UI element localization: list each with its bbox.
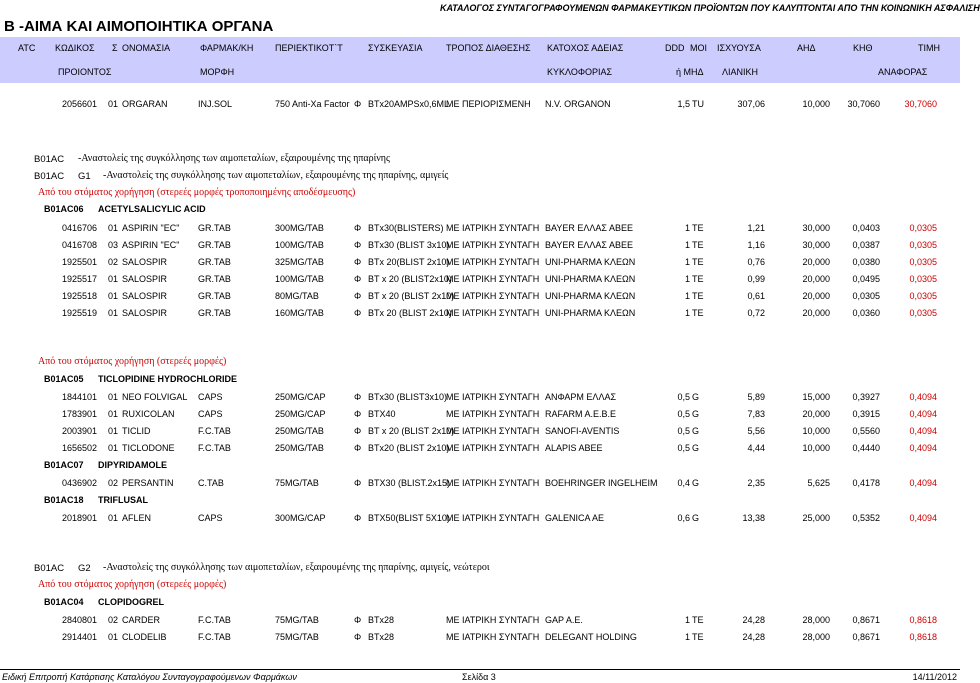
cell-s: 01 bbox=[108, 632, 119, 642]
cell-holder: UNI-PHARMA ΚΛΕΩΝ bbox=[545, 257, 636, 267]
cell-ahd: 20,000 bbox=[802, 308, 830, 318]
cell-ddd: 1 bbox=[684, 274, 690, 284]
cell-khth: 0,8671 bbox=[852, 632, 880, 642]
subgroup-text: -Αναστολείς της συγκόλλησης των αιμοπεταλίων, εξαιρουμένης της ηπαρίνης, αμιγείς, νεώτεροι bbox=[103, 562, 490, 573]
cell-pack: BTx30 (BLIST 3x10) bbox=[368, 240, 450, 250]
cell-f: Φ bbox=[354, 392, 362, 402]
cell-strength: 300MG/CAP bbox=[275, 513, 326, 523]
cell-disp: ΜΕ ΙΑΤΡΙΚΗ ΣΥΝΤΑΓΗ bbox=[446, 426, 540, 436]
cell-khth: 0,0387 bbox=[852, 240, 880, 250]
cell-ddd: 1 bbox=[684, 632, 690, 642]
atc-name: CLOPIDOGREL bbox=[98, 597, 165, 607]
cell-disp: ΜΕ ΙΑΤΡΙΚΗ ΣΥΝΤΑΓΗ bbox=[446, 443, 540, 453]
cell-f: Φ bbox=[354, 615, 362, 625]
cell-khth: 0,4440 bbox=[852, 443, 880, 453]
cell-khth: 0,0360 bbox=[852, 308, 880, 318]
cell-disp: ΜΕ ΙΑΤΡΙΚΗ ΣΥΝΤΑΓΗ bbox=[446, 513, 540, 523]
cell-khth: 0,5352 bbox=[852, 513, 880, 523]
column-header: ATC bbox=[18, 43, 36, 53]
cell-ahd: 15,000 bbox=[802, 392, 830, 402]
cell-pack: BTx30(BLISTERS) bbox=[368, 223, 444, 233]
cell-ref: 0,4094 bbox=[909, 426, 937, 436]
cell-price: 13,38 bbox=[742, 513, 765, 523]
cell-ddd: 0,4 bbox=[677, 478, 690, 488]
cell-name: SALOSPIR bbox=[122, 274, 168, 284]
cell-name: TICLODONE bbox=[122, 443, 175, 453]
cell-name: SALOSPIR bbox=[122, 291, 168, 301]
cell-holder: DELEGANT HOLDING bbox=[545, 632, 637, 642]
cell-price: 1,16 bbox=[747, 240, 765, 250]
cell-price: 4,44 bbox=[747, 443, 765, 453]
cell-strength: 80MG/TAB bbox=[275, 291, 319, 301]
cell-disp: ΜΕ ΙΑΤΡΙΚΗ ΣΥΝΤΑΓΗ bbox=[446, 308, 540, 318]
cell-ahd: 5,625 bbox=[807, 478, 830, 488]
cell-code: 2018901 bbox=[62, 513, 98, 523]
cell-moi: G bbox=[692, 478, 700, 488]
cell-f: Φ bbox=[354, 513, 362, 523]
cell-strength: 160MG/TAB bbox=[275, 308, 324, 318]
cell-code: 1656502 bbox=[62, 443, 98, 453]
cell-disp: ΜΕ ΙΑΤΡΙΚΗ ΣΥΝΤΑΓΗ bbox=[446, 632, 540, 642]
atc-code: B01AC18 bbox=[44, 495, 84, 505]
cell-price: 0,76 bbox=[747, 257, 765, 267]
cell-name: NEO FOLVIGAL bbox=[122, 392, 188, 402]
cell-code: 2003901 bbox=[62, 426, 98, 436]
cell-code: 1925519 bbox=[62, 308, 98, 318]
cell-price: 2,35 bbox=[747, 478, 765, 488]
cell-pack: BTx30 (BLIST3x10) bbox=[368, 392, 448, 402]
cell-moi: TE bbox=[692, 308, 704, 318]
cell-price: 7,83 bbox=[747, 409, 765, 419]
column-header: ΙΣΧΥΟΥΣΑ bbox=[717, 43, 761, 53]
cell-ddd: 0,5 bbox=[677, 392, 690, 402]
cell-ahd: 10,000 bbox=[802, 443, 830, 453]
footer-left: Ειδική Επιτροπή Κατάρτισης Καταλόγου Συνταγογραφούμενων Φαρμάκων bbox=[2, 672, 297, 682]
cell-name: SALOSPIR bbox=[122, 308, 168, 318]
cell-khth: 0,0380 bbox=[852, 257, 880, 267]
cell-s: 01 bbox=[108, 308, 119, 318]
cell-ahd: 10,000 bbox=[802, 99, 830, 109]
column-header: DDD bbox=[665, 43, 685, 53]
cell-form: F.C.TAB bbox=[198, 615, 231, 625]
column-header: ΑΗΔ bbox=[797, 43, 816, 53]
cell-holder: GAP A.E. bbox=[545, 615, 583, 625]
cell-form: C.TAB bbox=[198, 478, 224, 488]
cell-disp: ΜΕ ΙΑΤΡΙΚΗ ΣΥΝΤΑΓΗ bbox=[446, 257, 540, 267]
cell-khth: 0,0305 bbox=[852, 291, 880, 301]
cell-ddd: 1 bbox=[684, 240, 690, 250]
cell-name: AFLEN bbox=[122, 513, 152, 523]
cell-pack: BTx28 bbox=[368, 615, 395, 625]
cell-ddd: 0,6 bbox=[677, 513, 690, 523]
cell-moi: TE bbox=[692, 615, 704, 625]
cell-moi: TE bbox=[692, 291, 704, 301]
cell-f: Φ bbox=[354, 99, 362, 109]
column-header: ΚΑΤΟΧΟΣ ΑΔΕΙΑΣ bbox=[547, 43, 624, 53]
cell-form: GR.TAB bbox=[198, 223, 231, 233]
cell-holder: N.V. ORGANON bbox=[545, 99, 611, 109]
column-header: MOI bbox=[690, 43, 707, 53]
column-header: ΤΡΟΠΟΣ ΔΙΑΘΕΣΗΣ bbox=[446, 43, 531, 53]
cell-moi: TE bbox=[692, 223, 704, 233]
cell-ref: 30,7060 bbox=[904, 99, 937, 109]
cell-form: GR.TAB bbox=[198, 257, 231, 267]
cell-moi: G bbox=[692, 443, 700, 453]
cell-ahd: 30,000 bbox=[802, 223, 830, 233]
cell-pack: BT x 20 (BLIST 2x10) bbox=[368, 291, 455, 301]
cell-form: CAPS bbox=[198, 513, 223, 523]
column-header: ΜΟΡΦΗ bbox=[200, 67, 235, 77]
cell-name: SALOSPIR bbox=[122, 257, 168, 267]
cell-pack: BTX30 (BLIST.2x15) bbox=[368, 478, 451, 488]
cell-strength: 75MG/TAB bbox=[275, 615, 319, 625]
cell-moi: TE bbox=[692, 257, 704, 267]
cell-form: F.C.TAB bbox=[198, 443, 231, 453]
cell-disp: ΜΕ ΙΑΤΡΙΚΗ ΣΥΝΤΑΓΗ bbox=[446, 274, 540, 284]
cell-s: 01 bbox=[108, 99, 119, 109]
cell-ref: 0,0305 bbox=[909, 291, 937, 301]
column-header: ΑΝΑΦΟΡΑΣ bbox=[878, 67, 928, 77]
cell-ddd: 1 bbox=[684, 223, 690, 233]
cell-f: Φ bbox=[354, 426, 362, 436]
cell-form: CAPS bbox=[198, 409, 223, 419]
cell-ahd: 20,000 bbox=[802, 274, 830, 284]
cell-ref: 0,4094 bbox=[909, 409, 937, 419]
cell-holder: UNI-PHARMA ΚΛΕΩΝ bbox=[545, 291, 636, 301]
cell-f: Φ bbox=[354, 274, 362, 284]
cell-khth: 0,4178 bbox=[852, 478, 880, 488]
cell-price: 24,28 bbox=[742, 632, 765, 642]
cell-s: 01 bbox=[108, 223, 119, 233]
cell-khth: 0,0403 bbox=[852, 223, 880, 233]
footer-rule bbox=[0, 669, 960, 670]
cell-strength: 250MG/CAP bbox=[275, 409, 326, 419]
cell-s: 01 bbox=[108, 426, 119, 436]
cell-code: 1783901 bbox=[62, 409, 98, 419]
cell-ddd: 0,5 bbox=[677, 426, 690, 436]
cell-khth: 0,8671 bbox=[852, 615, 880, 625]
cell-disp: ΜΕ ΙΑΤΡΙΚΗ ΣΥΝΤΑΓΗ bbox=[446, 392, 540, 402]
cell-moi: G bbox=[692, 426, 700, 436]
cell-form: GR.TAB bbox=[198, 274, 231, 284]
column-header: ή ΜΗΔ bbox=[676, 67, 704, 77]
atc-name: TICLOPIDINE HYDROCHLORIDE bbox=[98, 374, 238, 384]
cell-s: 01 bbox=[108, 409, 119, 419]
cell-price: 5,89 bbox=[747, 392, 765, 402]
cell-moi: TE bbox=[692, 632, 704, 642]
cell-s: 01 bbox=[108, 392, 119, 402]
cell-holder: ΑΝΦΑΡΜ ΕΛΛΑΣ bbox=[545, 392, 617, 402]
cell-f: Φ bbox=[354, 443, 362, 453]
cell-strength: 300MG/TAB bbox=[275, 223, 324, 233]
footer-date: 14/11/2012 bbox=[912, 672, 957, 682]
cell-s: 02 bbox=[108, 615, 119, 625]
cell-pack: BTx 20 (BLIST 2x10) bbox=[368, 308, 452, 318]
cell-ref: 0,8618 bbox=[909, 615, 937, 625]
cell-khth: 0,0495 bbox=[852, 274, 880, 284]
cell-holder: SANOFI-AVENTIS bbox=[545, 426, 620, 436]
cell-form: F.C.TAB bbox=[198, 632, 231, 642]
cell-disp: ΜΕ ΙΑΤΡΙΚΗ ΣΥΝΤΑΓΗ bbox=[446, 223, 540, 233]
cell-s: 01 bbox=[108, 291, 119, 301]
atc-name: DIPYRIDAMOLE bbox=[98, 460, 168, 470]
cell-code: 0416708 bbox=[62, 240, 98, 250]
cell-f: Φ bbox=[354, 257, 362, 267]
route-label: Από του στόματος χορήγηση (στερεές μορφές) bbox=[38, 579, 227, 590]
column-header: ΟΝΟΜΑΣΙΑ bbox=[122, 43, 171, 53]
cell-code: 0416706 bbox=[62, 223, 98, 233]
cell-strength: 250MG/CAP bbox=[275, 392, 326, 402]
cell-strength: 100MG/TAB bbox=[275, 274, 324, 284]
cell-khth: 0,3927 bbox=[852, 392, 880, 402]
subgroup-code: B01AC bbox=[34, 563, 65, 574]
cell-ddd: 1 bbox=[684, 308, 690, 318]
cell-disp: ΜΕ ΙΑΤΡΙΚΗ ΣΥΝΤΑΓΗ bbox=[446, 240, 540, 250]
cell-pack: BTx20 (BLIST 2x10) bbox=[368, 443, 450, 453]
cell-f: Φ bbox=[354, 223, 362, 233]
subgroup-g: G1 bbox=[78, 171, 91, 182]
cell-ahd: 10,000 bbox=[802, 426, 830, 436]
cell-ref: 0,4094 bbox=[909, 443, 937, 453]
cell-ddd: 1 bbox=[684, 615, 690, 625]
cell-code: 1925518 bbox=[62, 291, 98, 301]
cell-strength: 75MG/TAB bbox=[275, 632, 319, 642]
cell-strength: 100MG/TAB bbox=[275, 240, 324, 250]
cell-s: 01 bbox=[108, 513, 119, 523]
atc-code: B01AC04 bbox=[44, 597, 84, 607]
cell-name: PERSANTIN bbox=[122, 478, 174, 488]
page-title: B -ΑΙΜΑ ΚΑΙ ΑΙΜΟΠΟΙΗΤΙΚΑ ΟΡΓΑΝΑ bbox=[4, 18, 274, 35]
cell-f: Φ bbox=[354, 308, 362, 318]
cell-price: 24,28 bbox=[742, 615, 765, 625]
cell-price: 0,61 bbox=[747, 291, 765, 301]
cell-s: 02 bbox=[108, 257, 119, 267]
cell-code: 2914401 bbox=[62, 632, 98, 642]
cell-f: Φ bbox=[354, 409, 362, 419]
cell-price: 1,21 bbox=[747, 223, 765, 233]
cell-form: INJ.SOL bbox=[198, 99, 233, 109]
cell-pack: BTX50(BLIST 5X10) bbox=[368, 513, 450, 523]
atc-name: TRIFLUSAL bbox=[98, 495, 148, 505]
cell-name: ASPIRIN "EC" bbox=[122, 223, 180, 233]
cell-strength: 250MG/TAB bbox=[275, 426, 324, 436]
column-header: ΛΙΑΝΙΚΗ bbox=[722, 67, 759, 77]
cell-strength: 325MG/TAB bbox=[275, 257, 324, 267]
cell-disp: ΜΕ ΠΕΡΙΟΡΙΣΜΕΝΗ bbox=[446, 99, 531, 109]
cell-name: RUXICOLAN bbox=[122, 409, 175, 419]
cell-f: Φ bbox=[354, 240, 362, 250]
cell-khth: 0,3915 bbox=[852, 409, 880, 419]
cell-ref: 0,8618 bbox=[909, 632, 937, 642]
cell-ahd: 28,000 bbox=[802, 615, 830, 625]
cell-price: 0,72 bbox=[747, 308, 765, 318]
route-label: Από του στόματος χορήγηση (στερεές μορφές τροποποιημένης αποδέσμευσης) bbox=[38, 187, 356, 198]
footer-page: Σελίδα 3 bbox=[462, 672, 496, 682]
subgroup-code: B01AC bbox=[34, 171, 65, 182]
cell-f: Φ bbox=[354, 478, 362, 488]
cell-ahd: 30,000 bbox=[802, 240, 830, 250]
cell-price: 5,56 bbox=[747, 426, 765, 436]
column-header: ΦΑΡΜΑΚ/ΚΗ bbox=[200, 43, 254, 53]
cell-pack: BT x 20 (BLIST2x10) bbox=[368, 274, 452, 284]
cell-disp: ΜΕ ΙΑΤΡΙΚΗ ΣΥΝΤΑΓΗ bbox=[446, 615, 540, 625]
cell-moi: TE bbox=[692, 274, 704, 284]
cell-pack: BTx28 bbox=[368, 632, 395, 642]
atc-code: B01AC05 bbox=[44, 374, 84, 384]
cell-khth: 30,7060 bbox=[847, 99, 880, 109]
cell-ref: 0,0305 bbox=[909, 257, 937, 267]
catalogue-title: ΚΑΤΑΛΟΓΟΣ ΣΥΝΤΑΓΟΓΡΑΦΟΥΜΕΝΩΝ ΦΑΡΜΑΚΕΥΤΙΚΩΝ ΠΡΟΪΟΝΤΩΝ ΠΟΥ ΚΑΛΥΠΤΟΝΤΑΙ ΑΠΟ ΤΗΝ ΚΟΙΝΩΝΙΚΗ ΑΣΦΑΛΙΣΗ bbox=[440, 3, 980, 13]
cell-code: 0436902 bbox=[62, 478, 98, 488]
atc-code: B01AC07 bbox=[44, 460, 84, 470]
atc-name: ACETYLSALICYLIC ACID bbox=[98, 204, 206, 214]
cell-khth: 0,5560 bbox=[852, 426, 880, 436]
column-header: ΠΡΟΙΟΝΤΟΣ bbox=[58, 67, 112, 77]
cell-form: CAPS bbox=[198, 392, 223, 402]
cell-name: TICLID bbox=[122, 426, 151, 436]
cell-holder: UNI-PHARMA ΚΛΕΩΝ bbox=[545, 274, 636, 284]
group-text: -Αναστολείς της συγκόλλησης των αιμοπεταλίων, εξαιρουμένης της ηπαρίνης bbox=[78, 153, 390, 164]
cell-code: 1925501 bbox=[62, 257, 98, 267]
cell-holder: BOEHRINGER INGELHEIM bbox=[545, 478, 658, 488]
cell-f: Φ bbox=[354, 291, 362, 301]
column-header: ΠΕΡΙΕΚΤΙΚΟΤ`Τ bbox=[275, 43, 343, 53]
cell-strength: 750 Anti-Xa Factor bbox=[275, 99, 350, 109]
cell-holder: UNI-PHARMA ΚΛΕΩΝ bbox=[545, 308, 636, 318]
cell-s: 01 bbox=[108, 443, 119, 453]
cell-moi: G bbox=[692, 513, 700, 523]
cell-disp: ΜΕ ΙΑΤΡΙΚΗ ΣΥΝΤΑΓΗ bbox=[446, 478, 540, 488]
cell-strength: 75MG/TAB bbox=[275, 478, 319, 488]
subgroup-text: -Αναστολείς της συγκόλλησης των αιμοπεταλίων, εξαιρουμένης της ηπαρίνης, αμιγείς bbox=[103, 170, 449, 181]
cell-strength: 250MG/TAB bbox=[275, 443, 324, 453]
cell-s: 01 bbox=[108, 274, 119, 284]
column-header: ΚΗΘ bbox=[853, 43, 873, 53]
column-header: ΤΙΜΗ bbox=[918, 43, 940, 53]
cell-ddd: 1 bbox=[684, 257, 690, 267]
cell-code: 1925517 bbox=[62, 274, 98, 284]
cell-name: ASPIRIN "EC" bbox=[122, 240, 180, 250]
cell-disp: ΜΕ ΙΑΤΡΙΚΗ ΣΥΝΤΑΓΗ bbox=[446, 409, 540, 419]
cell-ref: 0,0305 bbox=[909, 240, 937, 250]
cell-ref: 0,0305 bbox=[909, 308, 937, 318]
cell-f: Φ bbox=[354, 632, 362, 642]
cell-holder: BAYER ΕΛΛΑΣ ΑΒΕΕ bbox=[545, 223, 633, 233]
cell-moi: TU bbox=[692, 99, 704, 109]
cell-pack: BTX40 bbox=[368, 409, 396, 419]
cell-s: 03 bbox=[108, 240, 119, 250]
cell-ref: 0,4094 bbox=[909, 478, 937, 488]
cell-holder: BAYER ΕΛΛΑΣ ΑΒΕΕ bbox=[545, 240, 633, 250]
cell-moi: TE bbox=[692, 240, 704, 250]
cell-ref: 0,4094 bbox=[909, 513, 937, 523]
cell-ahd: 28,000 bbox=[802, 632, 830, 642]
cell-holder: RAFARM A.E.B.E bbox=[545, 409, 617, 419]
cell-ddd: 1,5 bbox=[677, 99, 690, 109]
group-code: B01AC bbox=[34, 154, 65, 165]
cell-ahd: 25,000 bbox=[802, 513, 830, 523]
column-header: ΣΥΣΚΕΥΑΣΙΑ bbox=[368, 43, 423, 53]
cell-price: 307,06 bbox=[737, 99, 765, 109]
column-header: ΚΩΔΙΚΟΣ bbox=[55, 43, 95, 53]
cell-form: GR.TAB bbox=[198, 291, 231, 301]
cell-form: F.C.TAB bbox=[198, 426, 231, 436]
cell-code: 1844101 bbox=[62, 392, 98, 402]
cell-pack: BTx 20(BLIST 2x10) bbox=[368, 257, 450, 267]
cell-ahd: 20,000 bbox=[802, 257, 830, 267]
cell-ddd: 0,5 bbox=[677, 443, 690, 453]
cell-price: 0,99 bbox=[747, 274, 765, 284]
cell-ahd: 20,000 bbox=[802, 291, 830, 301]
cell-code: 2840801 bbox=[62, 615, 98, 625]
cell-ref: 0,4094 bbox=[909, 392, 937, 402]
route-label: Από του στόματος χορήγηση (στερεές μορφές) bbox=[38, 356, 227, 367]
cell-name: CARDER bbox=[122, 615, 161, 625]
cell-moi: G bbox=[692, 392, 700, 402]
cell-moi: G bbox=[692, 409, 700, 419]
cell-ref: 0,0305 bbox=[909, 274, 937, 284]
cell-ahd: 20,000 bbox=[802, 409, 830, 419]
cell-ddd: 1 bbox=[684, 291, 690, 301]
cell-holder: ALAPIS ABEE bbox=[545, 443, 603, 453]
column-header: ΚΥΚΛΟΦΟΡΙΑΣ bbox=[547, 67, 613, 77]
column-header: Σ bbox=[112, 43, 118, 53]
cell-name: ORGARAN bbox=[122, 99, 168, 109]
cell-s: 02 bbox=[108, 478, 119, 488]
cell-ddd: 0,5 bbox=[677, 409, 690, 419]
cell-form: GR.TAB bbox=[198, 240, 231, 250]
cell-pack: BTx20AMPSx0,6ML bbox=[368, 99, 450, 109]
cell-form: GR.TAB bbox=[198, 308, 231, 318]
cell-pack: BT x 20 (BLIST 2x10) bbox=[368, 426, 455, 436]
cell-disp: ΜΕ ΙΑΤΡΙΚΗ ΣΥΝΤΑΓΗ bbox=[446, 291, 540, 301]
cell-code: 2056601 bbox=[62, 99, 98, 109]
subgroup-g: G2 bbox=[78, 563, 91, 574]
cell-holder: GALENICA AE bbox=[545, 513, 605, 523]
atc-code: B01AC06 bbox=[44, 204, 84, 214]
cell-name: CLODELIB bbox=[122, 632, 167, 642]
cell-ref: 0,0305 bbox=[909, 223, 937, 233]
